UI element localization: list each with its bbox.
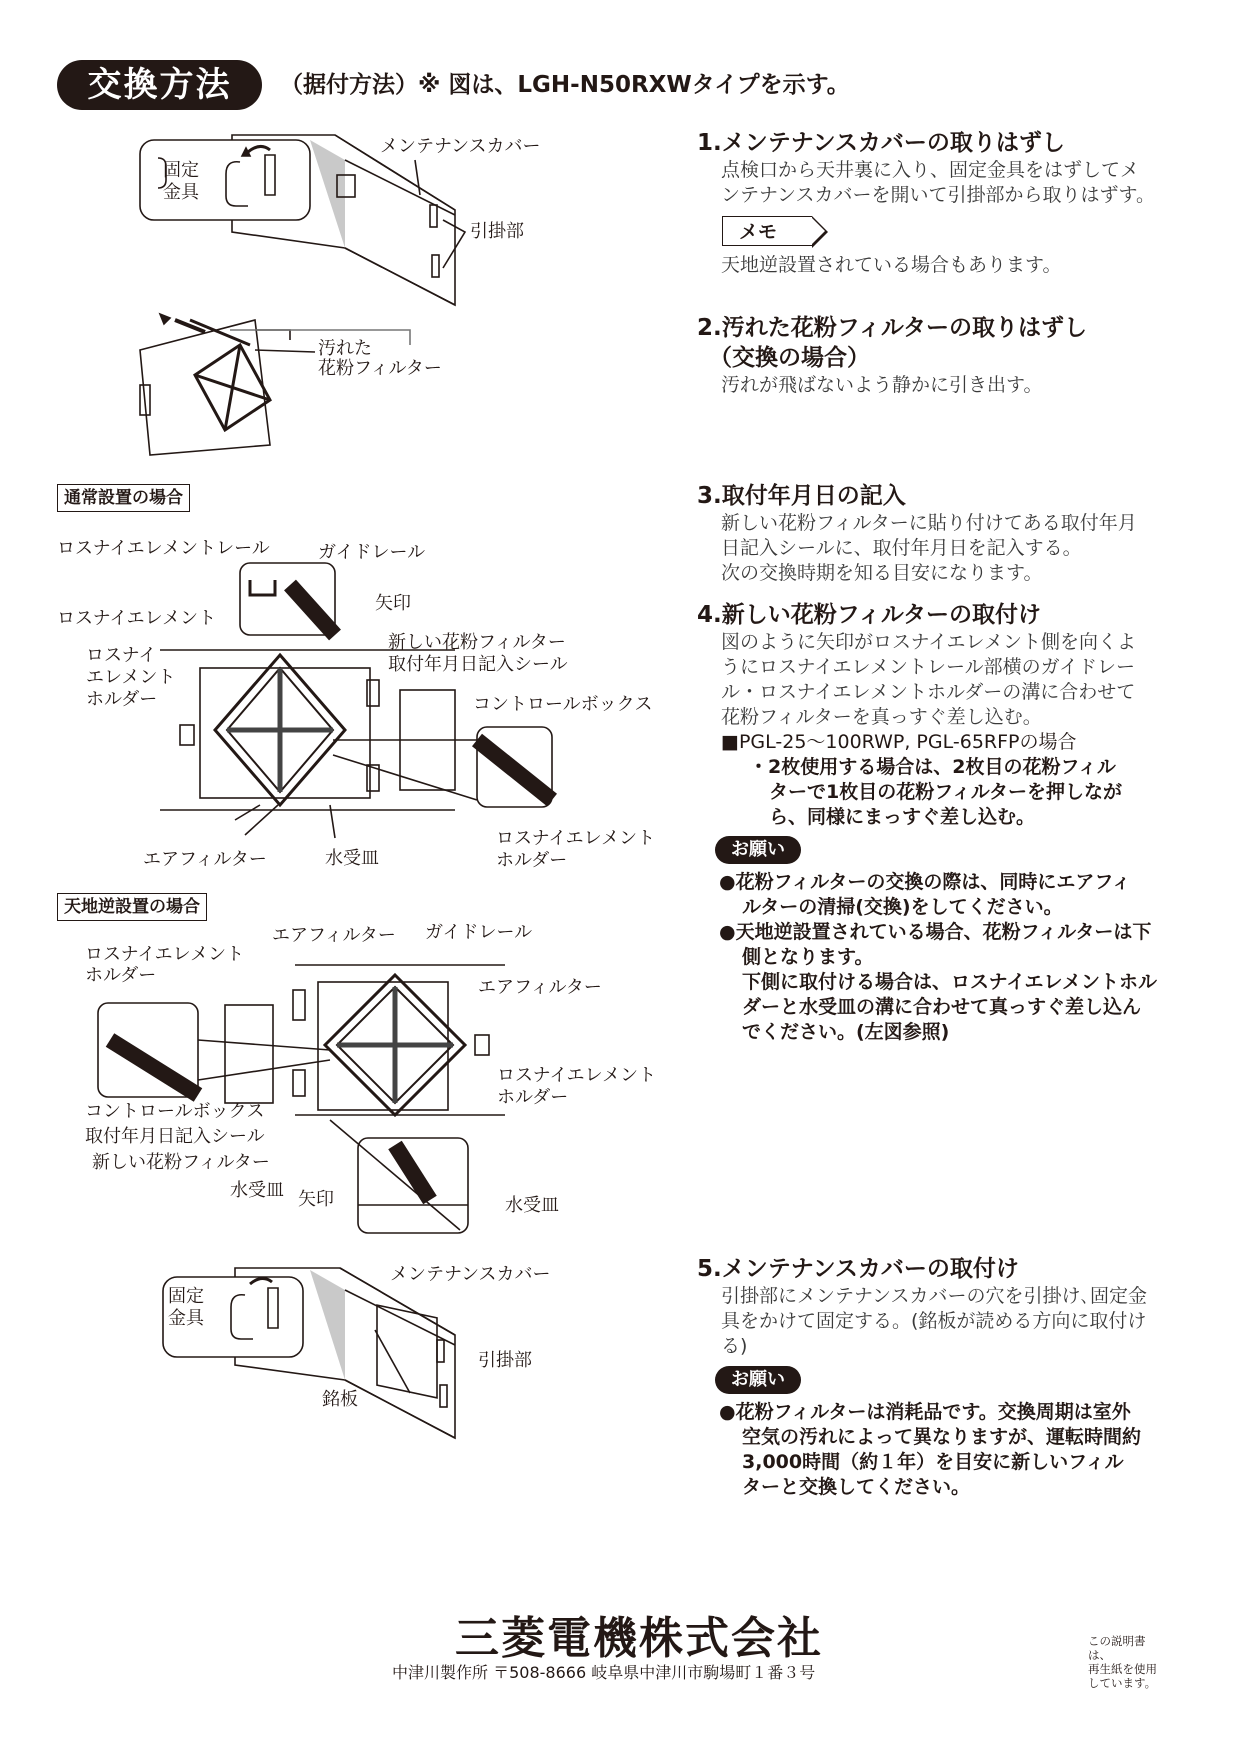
step-4-requests xyxy=(697,870,1197,1045)
step-2-subtitle: （交換の場合） xyxy=(709,345,870,371)
page-subtitle: （据付方法）※ 図は、LGH-N50RXWタイプを示す。 xyxy=(280,72,850,98)
memo-note xyxy=(697,253,1197,278)
step-2 xyxy=(697,313,1197,398)
inv-air-filter-label: エアフィルター xyxy=(272,925,396,946)
request-tag-1: お願い xyxy=(715,836,801,864)
inv-new-filter-label: 新しい花粉フィルター xyxy=(92,1152,270,1173)
request-3-line1 xyxy=(697,1400,1197,1425)
arrow-label: 矢印 xyxy=(375,593,411,614)
cover5-label: メンテナンスカバー xyxy=(390,1264,551,1285)
inv-drain-pan2-label: 水受皿 xyxy=(505,1195,559,1216)
holder-label-line3: ホルダー xyxy=(86,689,158,710)
step-4-body-line4: 花粉フィルターを真っすぐ差し込む。 xyxy=(721,706,1042,728)
step-4-body-line3: ル・ロスナイエレメントホルダーの溝に合わせて xyxy=(721,681,1136,703)
nameplate-label: 銘板 xyxy=(322,1389,358,1410)
step-5-body-line3: る) xyxy=(721,1335,748,1357)
cover-attach-illustration xyxy=(163,1268,455,1438)
company-address: 中津川製作所 〒508-8666 岐阜県中津川市駒場町１番３号 xyxy=(392,1663,816,1682)
step-4-sub-line3: ら、同様にまっすぐ差し込む。 xyxy=(769,806,1036,828)
air-filter-label: エアフィルター xyxy=(143,849,267,870)
step-1 xyxy=(697,128,1197,208)
element-label: ロスナイエレメント xyxy=(57,608,217,629)
hook-label: 引掛部 xyxy=(470,221,524,242)
request-3-line4: ターと交換してください。 xyxy=(742,1476,971,1498)
step-4-sub-line2: ターで1枚目の花粉フィルターを押しなが xyxy=(769,781,1122,803)
inv-date-sticker-label: 取付年月日記入シール xyxy=(85,1126,265,1147)
fixture5-label-line2: 金具 xyxy=(168,1308,204,1329)
step-3-body-line1: 新しい花粉フィルターに貼り付けてある取付年月 xyxy=(721,512,1137,534)
request-2-line3: 下側に取付ける場合は、ロスナイエレメントホル xyxy=(742,971,1157,993)
step-1-title: 1.メンテナンスカバーの取りはずし xyxy=(697,130,1065,156)
normal-install-section-label: 通常設置の場合 xyxy=(57,484,190,512)
step-4-title: 4.新しい花粉フィルターの取付け xyxy=(697,602,1041,628)
control-box-label: コントロールボックス xyxy=(473,694,653,715)
step-3-title: 3.取付年月日の記入 xyxy=(697,483,906,509)
request-2-line1 xyxy=(697,920,1197,945)
request-1-line1 xyxy=(697,870,1197,895)
step-4 xyxy=(697,600,1197,830)
step-5-body-line2: 具をかけて固定する。(銘板が読める方向に取付け xyxy=(721,1310,1147,1332)
page-title: 交換方法 xyxy=(57,60,262,110)
step-5 xyxy=(697,1254,1197,1359)
hook5-label: 引掛部 xyxy=(478,1350,532,1371)
holder2-label-line1: ロスナイエレメント xyxy=(496,828,656,849)
bullet-icon: ● xyxy=(719,871,736,893)
request-2-line2: 側となります。 xyxy=(742,946,874,968)
step-1-body-line2: ンテナンスカバーを開いて引掛部から取りはずす。 xyxy=(721,184,1155,206)
drain-pan-label: 水受皿 xyxy=(325,848,379,869)
dirty-filter-label-line1: 汚れた xyxy=(318,338,372,359)
date-sticker-label: 取付年月日記入シール xyxy=(388,654,568,675)
inv-drain-pan-label: 水受皿 xyxy=(230,1180,284,1201)
step-2-title: 2.汚れた花粉フィルターの取りはずし xyxy=(697,315,1087,341)
recycle-note xyxy=(1088,1634,1168,1690)
request-3-line3: 3,000時間（約１年）を目安に新しいフィル xyxy=(742,1451,1124,1473)
recycle-line2: 再生紙を使用 xyxy=(1088,1662,1157,1676)
inv-holder2-label-line2: ホルダー xyxy=(497,1087,569,1108)
inv-air-filter2-label: エアフィルター xyxy=(478,977,602,998)
step-4-model-note: ■PGL-25～100RWP, PGL-65RFPの場合 xyxy=(721,731,1077,753)
step-5-body-line1: 引掛部にメンテナンスカバーの穴を引掛け､固定金 xyxy=(721,1285,1147,1307)
holder2-label-line2: ホルダー xyxy=(496,850,568,871)
inv-holder-label-line1: ロスナイエレメント xyxy=(85,944,245,965)
fixture5-label-line1: 固定 xyxy=(168,1286,204,1307)
recycle-line3: しています。 xyxy=(1088,1676,1157,1690)
request-2-text1: 天地逆設置されている場合、花粉フィルターは下 xyxy=(735,921,1152,943)
fixture-label-line1: 固定 xyxy=(163,160,199,181)
memo-tag: メモ xyxy=(722,216,812,246)
step-3 xyxy=(697,481,1197,586)
dirty-filter-illustration xyxy=(140,314,410,455)
bullet-icon: ● xyxy=(719,1401,736,1423)
request-3-text1: 花粉フィルターは消耗品です。交換周期は室外 xyxy=(735,1401,1131,1423)
guide-rail-label: ガイドレール xyxy=(318,542,426,563)
inv-holder2-label-line1: ロスナイエレメント xyxy=(497,1065,657,1086)
holder-label-line2: エレメント xyxy=(86,667,176,688)
request-1-text1: 花粉フィルターの交換の際は、同時にエアフィ xyxy=(735,871,1131,893)
inverted-install-section-label: 天地逆設置の場合 xyxy=(57,893,207,921)
request-tag-2: お願い xyxy=(715,1366,801,1394)
request-1-line2: ルターの清掃(交換)をしてください。 xyxy=(742,896,1063,918)
step-4-sub-line1: ・2枚使用する場合は、2枚目の花粉フィル xyxy=(749,756,1116,778)
rail-label: ロスナイエレメントレール xyxy=(57,538,270,559)
inv-guide-rail-label: ガイドレール xyxy=(425,922,533,943)
step-1-body-line1: 点検口から天井裏に入り、固定金具をはずしてメ xyxy=(721,159,1140,181)
request-2-line4: ダーと水受皿の溝に合わせて真っすぐ差し込ん xyxy=(742,996,1142,1018)
memo-text: 天地逆設置されている場合もあります。 xyxy=(721,254,1062,276)
step-3-body-line2: 日記入シールに、取付年月日を記入する。 xyxy=(721,537,1082,559)
bullet-icon: ● xyxy=(719,921,736,943)
step-5-requests xyxy=(697,1400,1197,1500)
step-2-body: 汚れが飛ばないよう静かに引き出す。 xyxy=(721,374,1043,396)
step-4-body-line1: 図のように矢印がロスナイエレメント側を向くよ xyxy=(721,631,1136,653)
recycle-line1: この説明書は、 xyxy=(1088,1634,1146,1662)
fixture-label-line2: 金具 xyxy=(163,182,199,203)
request-3-line2: 空気の汚れによって異なりますが、運転時間約 xyxy=(742,1426,1142,1448)
cover-label: メンテナンスカバー xyxy=(380,136,541,157)
inv-arrow-label: 矢印 xyxy=(298,1189,334,1210)
dirty-filter-label-line2: 花粉フィルター xyxy=(318,358,442,379)
new-filter-label: 新しい花粉フィルター xyxy=(388,632,566,653)
step-3-body-line3: 次の交換時期を知る目安になります。 xyxy=(721,562,1043,584)
step-4-body-line2: うにロスナイエレメントレール部横のガイドレー xyxy=(721,656,1136,678)
step-5-title: 5.メンテナンスカバーの取付け xyxy=(697,1256,1019,1282)
request-2-line5: でください。(左図参照) xyxy=(742,1021,950,1043)
holder-label-line1: ロスナイ xyxy=(86,645,157,666)
inv-control-box-label: コントロールボックス xyxy=(85,1101,265,1122)
company-name: 三菱電機株式会社 xyxy=(455,1613,823,1664)
inv-holder-label-line2: ホルダー xyxy=(85,965,157,986)
